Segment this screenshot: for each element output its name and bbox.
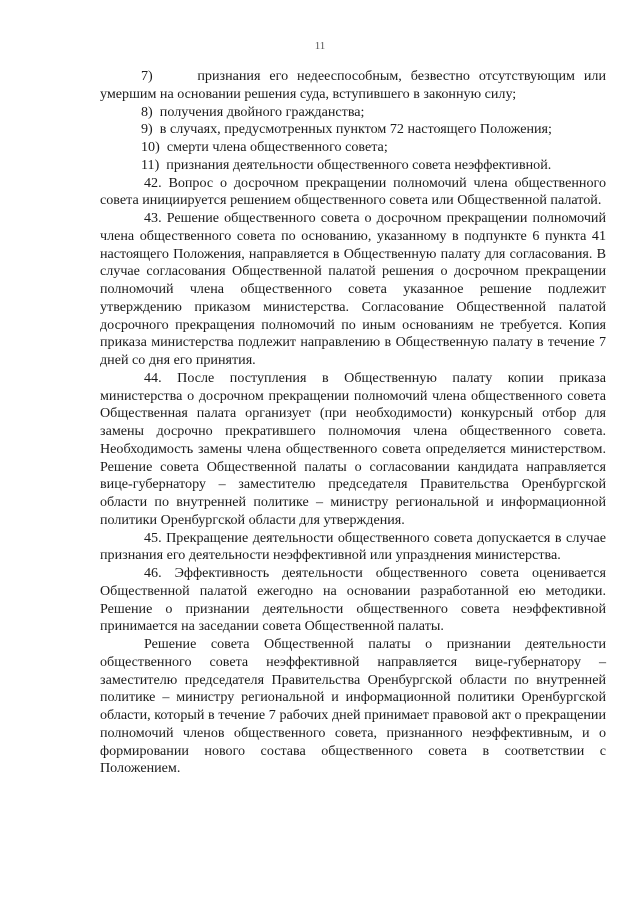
list-item-10: 10) смерти члена общественного совета; — [141, 139, 388, 155]
paragraph-44: 44. После поступления в Общественную палату копии приказа министерства о досрочном прекращении полномочий члена общественного совета Общественная палата организует (при необходимости) конкурсный отбор для замены досрочно прекратившего полномочия члена общественного совета. Необходимость замены члена общественного совета определяется министерством. Решение совета Общественной палаты о согласовании кандидата направляется вице-губернатору – заместителю председателя Правительства Оренбургской области по внутренней политике – министру региональной и информационной политики Оренбургской области для утверждения. — [100, 369, 606, 528]
paragraph-46-continued: Решение совета Общественной палаты о признании деятельности общественного совета неэффективной направляется вице-губернатору – заместителю председателя Правительства Оренбургской области по внутренней политике – министру региональной и информационной политики Оренбургской области, который в течение 7 рабочих дней принимает правовой акт о прекращении полномочий членов общественного совета, признанного неэффективным, и о формировании нового состава общественного совета в соответствии с Положением. — [100, 636, 606, 777]
paragraph-42: 42. Вопрос о досрочном прекращении полномочий члена общественного совета инициируется решением общественного совета или Общественной палатой. — [100, 174, 606, 209]
list-item-8: 8) получения двойного гражданства; — [141, 103, 365, 120]
paragraph-43: 43. Решение общественного совета о досрочном прекращении полномочий члена общественного совета по основанию, указанному в подпункте 6 пункта 41 настоящего Положения, направляется в Общественную палату для согласования. В случае согласования Общественной палатой решения о досрочном прекращении полномочий члена общественного совета указанное решение подлежит утверждению приказом министерства. Согласование Общественной палатой досрочного прекращения полномочий по иным основаниям не требуется. Копия приказа министерства подлежит направлению в Общественную палату в течение 7 дней со дня его принятия. — [100, 210, 606, 368]
list-item-7: 7) признания его недееспособным, безвестно отсутствующим или умершим на основании решения суда, вступившего в законную силу; — [100, 68, 606, 102]
paragraph-46: 46. Эффективность деятельности общественного совета оценивается Общественной палатой ежегодно на основании разработанной ею методики. Решение о признании деятельности общественного совета неэффективной принимается на заседании совета Общественной палаты. — [100, 565, 606, 635]
page-number: 11 — [314, 40, 326, 52]
list-item-11: 11) признания деятельности общественного совета неэффективной. — [141, 156, 552, 173]
document-body — [100, 68, 606, 778]
list-item-9: 9) в случаях, предусмотренных пунктом 72 настоящего Положения; — [141, 121, 552, 138]
paragraph-45: 45. Прекращение деятельности общественного совета допускается в случае признания его деятельности неэффективной или упразднения министерства. — [100, 529, 606, 564]
